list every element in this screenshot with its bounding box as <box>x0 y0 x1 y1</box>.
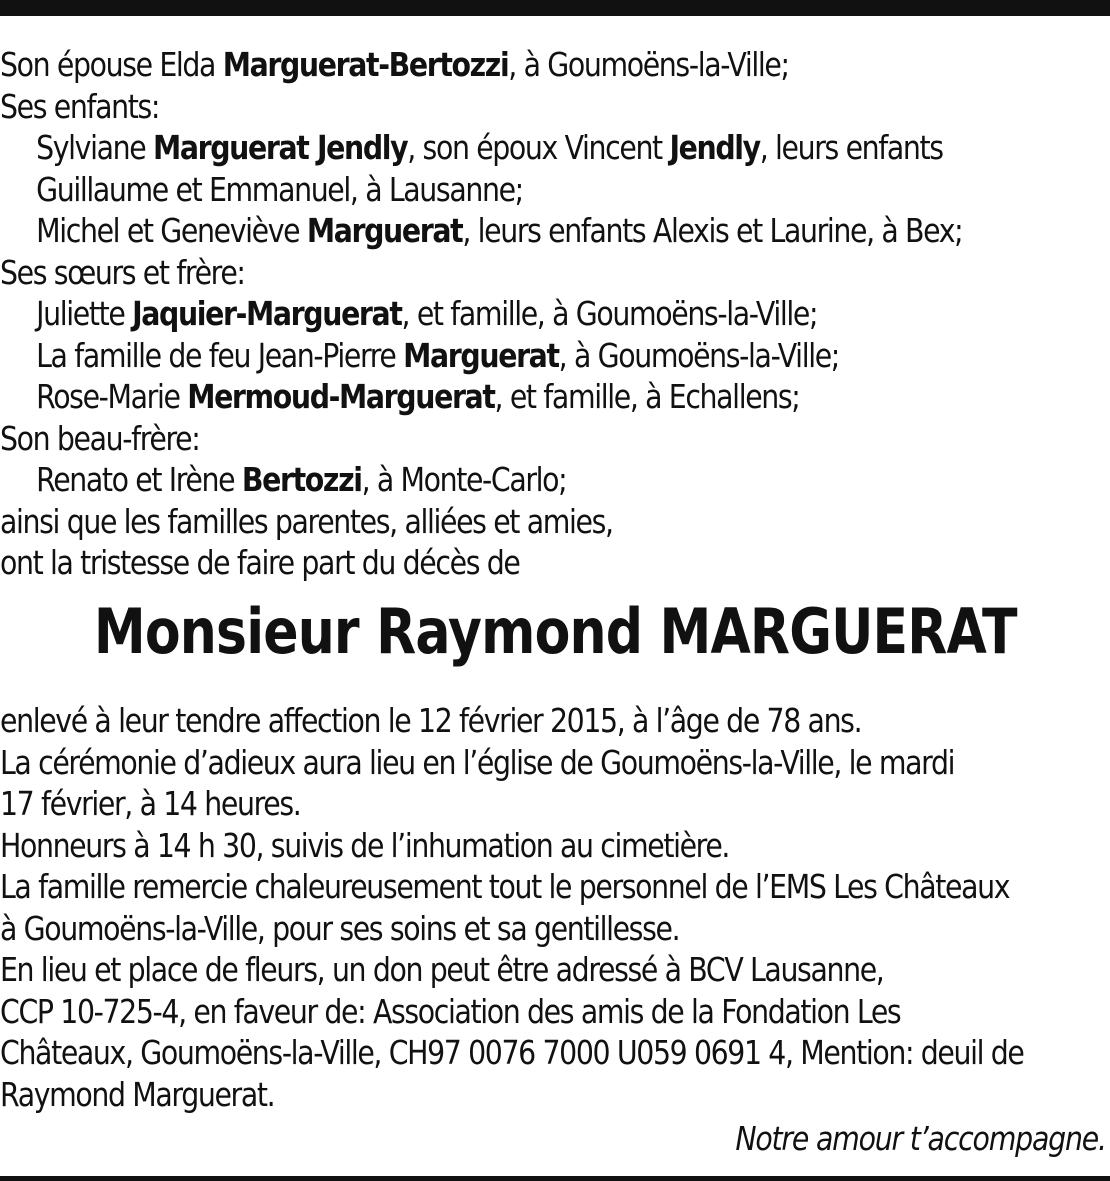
child1-line1: Sylviane Marguerat Jendly, son époux Vincent Jendly, leurs enfants <box>36 128 943 167</box>
detail-line: enlevé à leur tendre affection le 12 février 2015, à l’âge de 78 ans. <box>0 701 862 740</box>
spouse-name: Marguerat-Bertozzi <box>222 45 509 84</box>
ceremony-details <box>0 700 1109 1115</box>
sibling3-line: Rose-Marie Mermoud-Marguerat, et famille, à Echallens; <box>36 377 800 416</box>
child2-line: Michel et Geneviève Marguerat, leurs enfants Alexis et Laurine, à Bex; <box>36 211 963 250</box>
spouse-line: Son épouse Elda Marguerat-Bertozzi, à Goumoëns-la-Ville; <box>0 45 789 84</box>
top-rule <box>0 0 1110 16</box>
detail-line: à Goumoëns-la-Ville, pour ses soins et sa gentillesse. <box>0 908 680 948</box>
detail-line: Honneurs à 14 h 30, suivis de l’inhumation au cimetière. <box>0 825 730 865</box>
inlaw-line: Renato et Irène Bertozzi, à Monte-Carlo; <box>36 460 567 499</box>
bottom-rule <box>0 1176 1110 1181</box>
inlaw-heading: Son beau-frère: <box>0 418 200 458</box>
detail-line: La cérémonie d’adieux aura lieu en l’église de Goumoëns-la-Ville, le mardi <box>0 742 955 782</box>
sibling1-line: Juliette Jaquier-Marguerat, et famille, à Goumoëns-la-Ville; <box>36 294 818 333</box>
siblings-heading: Ses sœurs et frère: <box>0 252 245 292</box>
detail-line: Raymond Marguerat. <box>0 1074 275 1114</box>
detail-line: Châteaux, Goumoëns-la-Ville, CH97 0076 7000 U059 0691 4, Mention: deuil de <box>0 1033 1024 1072</box>
children-heading: Ses enfants: <box>0 86 160 126</box>
detail-line: En lieu et place de fleurs, un don peut être adressé à BCV Lausanne, <box>0 950 884 989</box>
detail-line: La famille remercie chaleureusement tout le personnel de l’EMS Les Châteaux <box>0 867 1010 906</box>
detail-line: CCP 10-725-4, en faveur de: Association des amis de la Fondation Les <box>0 991 901 1031</box>
family-list <box>0 44 1109 584</box>
sibling2-line: La famille de feu Jean-Pierre Marguerat, à Goumoëns-la-Ville; <box>36 335 839 375</box>
announcement-line: ont la tristesse de faire part du décès de <box>0 543 520 582</box>
extended-family-line: ainsi que les familles parentes, alliées et amies, <box>0 501 613 541</box>
closing-phrase: Notre amour t’accompagne. <box>735 1119 1106 1158</box>
child1-line2: Guillaume et Emmanuel, à Lausanne; <box>36 169 523 209</box>
deceased-name: Monsieur Raymond MARGUERAT <box>93 595 1017 668</box>
detail-line: 17 février, à 14 heures. <box>0 784 301 823</box>
